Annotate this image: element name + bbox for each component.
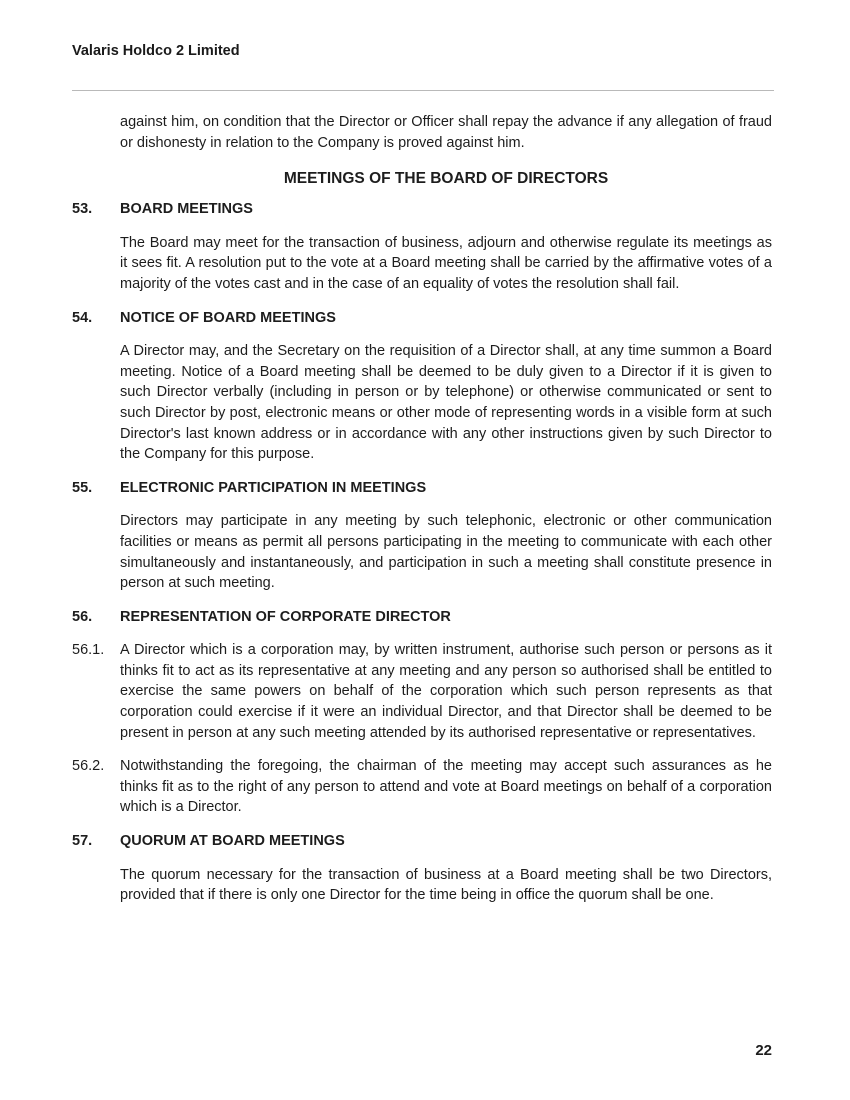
- clause-title: NOTICE OF BOARD MEETINGS: [120, 309, 336, 326]
- section-heading: MEETINGS OF THE BOARD OF DIRECTORS: [283, 170, 609, 188]
- clause-heading-54: [72, 308, 772, 329]
- clause-number: 57.: [72, 833, 93, 850]
- clause-heading-56: [72, 607, 772, 628]
- clause-title: BOARD MEETINGS: [120, 201, 253, 218]
- subclause-text: A Director which is a corporation may, by written instrument, authorise such person or persons as it thinks fit to act as its representative at any meeting and any person so authorised shall be entitled to exercise the same powers on behalf of the corporation which such person represents as that corporation could exercise if it were an individual Director, and that Director shall be deemed to be present in person at any such meeting attended by its authorised representative or representatives.: [120, 642, 772, 741]
- clause-heading-55: [72, 478, 772, 499]
- clause-title: REPRESENTATION OF CORPORATE DIRECTOR: [120, 608, 451, 625]
- page-content: [72, 112, 772, 919]
- clause-number: 54.: [72, 309, 93, 326]
- header-divider: [72, 90, 774, 91]
- clause-body-57: The quorum necessary for the transaction of business at a Board meeting shall be two Directors, provided that if there is only one Director for the time being in office the quorum shall be one.: [120, 866, 772, 904]
- header-company-name: Valaris Holdco 2 Limited: [72, 43, 240, 59]
- subclause-text: Notwithstanding the foregoing, the chairman of the meeting may accept such assurances as he thinks fit as to the right of any person to attend and vote at Board meetings on behalf of a corporation which is a Director.: [120, 758, 772, 816]
- clause-heading-57: [72, 831, 772, 852]
- clause-title: QUORUM AT BOARD MEETINGS: [120, 833, 345, 850]
- intro-paragraph: against him, on condition that the Director or Officer shall repay the advance if any allegation of fraud or dishonesty in relation to the Company is proved against him.: [120, 114, 772, 151]
- clause-body-55: Directors may participate in any meeting by such telephonic, electronic or other communication facilities or means as permit all persons participating in the meeting to communicate with each other simultaneously and instantaneously, and participation in such a meeting shall constitute presence in person at such meeting.: [120, 513, 772, 592]
- clause-body-54: A Director may, and the Secretary on the requisition of a Director shall, at any time summon a Board meeting. Notice of a Board meeting shall be deemed to be duly given to a Director if it is given to such Director verbally (including in person or by telephone) or otherwise communicated or sent to such Director by post, electronic means or other mode of representing words in a visible form at such Director's last known address or in accordance with any other instructions given by such Director to the Company for this purpose.: [120, 343, 772, 463]
- clause-title: ELECTRONIC PARTICIPATION IN MEETINGS: [120, 479, 427, 496]
- clause-number: 53.: [72, 201, 93, 218]
- subclause-number: 56.1.: [72, 642, 105, 659]
- clause-body-53: The Board may meet for the transaction of business, adjourn and otherwise regulate its meetings as it sees fit. A resolution put to the vote at a Board meeting shall be carried by the affirmative votes of a majority of the votes cast and in the case of an equality of votes the resolution shall fail.: [120, 234, 772, 292]
- subclause-56-1: [72, 640, 772, 743]
- clause-number: 55.: [72, 479, 93, 496]
- subclause-56-2: [72, 756, 772, 818]
- page-number: 22: [755, 1042, 772, 1059]
- subclause-number: 56.2.: [72, 758, 105, 775]
- clause-heading-53: [72, 199, 772, 220]
- clause-number: 56.: [72, 608, 93, 625]
